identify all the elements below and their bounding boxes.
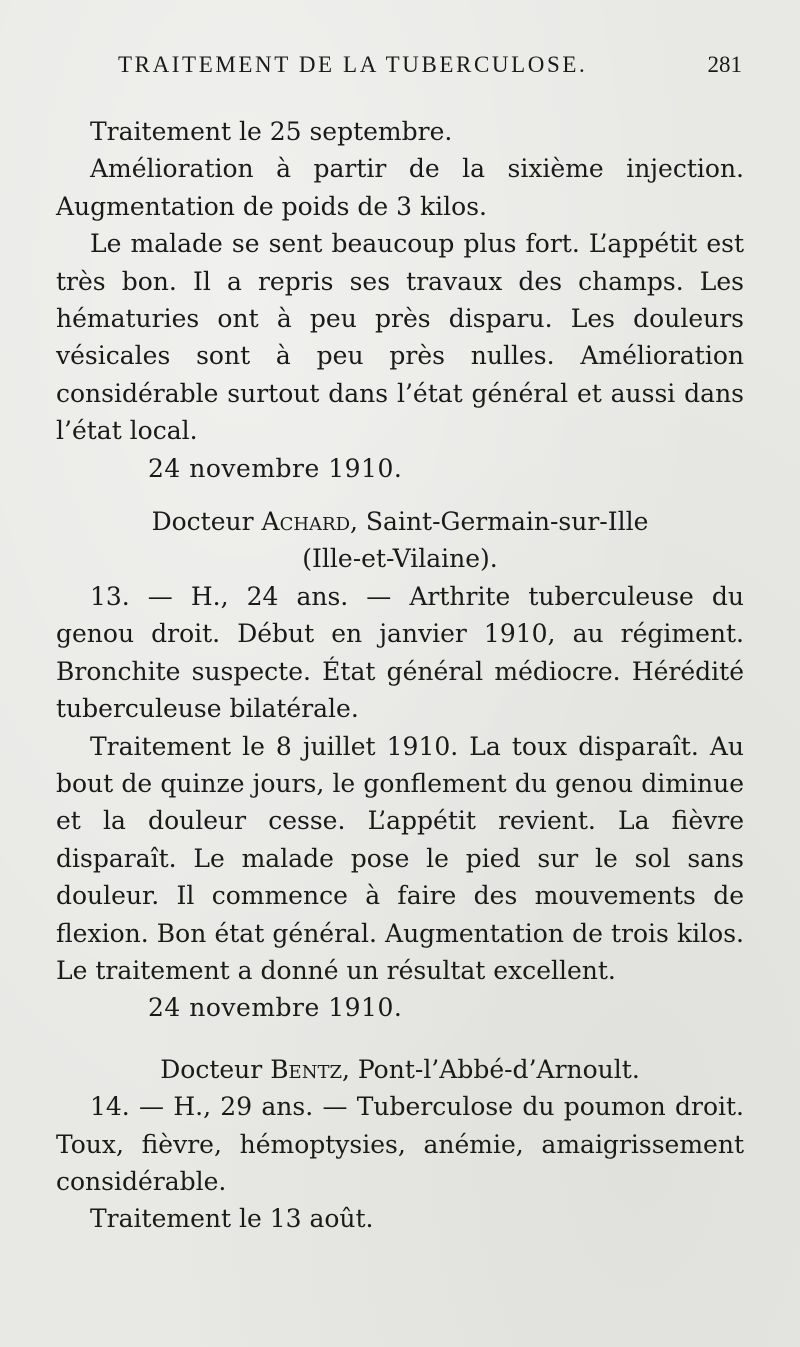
signature-place: , Saint-Germain-sur-Ille: [350, 507, 649, 537]
signature-prefix: Docteur: [160, 1054, 263, 1084]
page-number: 281: [707, 52, 742, 77]
page-body: [56, 113, 744, 1238]
doctor-signature-2: [56, 1051, 744, 1088]
report-date-1: 24 novembre 1910.: [148, 453, 403, 483]
case-13-description: 13. — H., 24 ans. — Arthrite tuberculeuse du genou droit. Début en janvier 1910, au régiment. Bronchite suspecte. État général médiocre. Hérédité tuberculeuse bilatérale.: [56, 581, 744, 724]
section-gap: [56, 1027, 744, 1051]
signature-place: , Pont-l’Abbé-d’Arnoult.: [341, 1054, 640, 1084]
case-14-description: 14. — H., 29 ans. — Tuberculose du poumon droit. Toux, fièvre, hémoptysies, anémie, amaigrissement considérable.: [56, 1092, 744, 1196]
case-14-treatment: Traitement le 13 août.: [90, 1204, 374, 1234]
doctor-name: Achard: [261, 507, 351, 537]
signature-region: (Ille-et-Vilaine).: [302, 544, 498, 574]
signature-prefix: Docteur: [151, 507, 254, 537]
report-date-2: 24 novembre 1910.: [148, 993, 403, 1023]
paragraph-patient-status: Le malade se sent beaucoup plus fort. L’appétit est très bon. Il a repris ses travaux des champs. Les hématuries ont à peu près disparu. Les douleurs vésicales sont à peu près nulles. Amélioration considérable surtout dans l’état général et aussi dans l’état local.: [56, 229, 744, 446]
doctor-name: Bentz: [270, 1054, 342, 1084]
doctor-signature-1: [56, 503, 744, 578]
paragraph-treatment-date: Traitement le 25 septembre.: [90, 117, 453, 146]
paragraph-improvement: Amélioration à partir de la sixième injection. Augmentation de poids de 3 kilos.: [56, 154, 744, 221]
running-header: [118, 46, 742, 80]
case-13-treatment: Traitement le 8 juillet 1910. La toux disparaît. Au bout de quinze jours, le gonflement du genou diminue et la douleur cesse. L’appétit revient. La fièvre disparaît. Le malade pose le pied sur le sol sans douleur. Il commence à faire des mouvements de flexion. Bon état général. Augmentation de trois kilos. Le traitement a donné un résultat excellent.: [56, 731, 744, 985]
running-title: TRAITEMENT DE LA TUBERCULOSE.: [118, 52, 588, 77]
